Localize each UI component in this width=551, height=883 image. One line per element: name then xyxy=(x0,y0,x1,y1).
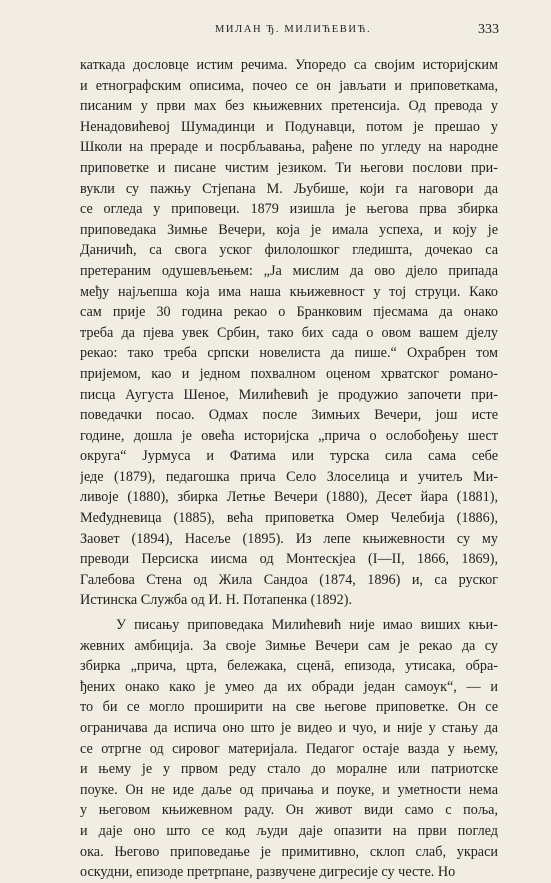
text-line: ливоје (1880), збирка Летње Вечери (1880), Десет йара (1881), xyxy=(80,489,498,506)
text-line: округа“ Јурмуса и Фатима или турска сила сама себе xyxy=(80,448,498,465)
text-line: међу најљепша која има наша књижевност у тој струци. Како xyxy=(80,283,498,300)
text-line: пријемом, као и једном похвалном оценом хрватског романо- xyxy=(80,365,498,382)
text-line: поуке. Он не иде даље од причања и поуке, и уметности нема xyxy=(80,781,498,798)
text-line: каткада дословце истим речима. Упоредо са својим историјским xyxy=(80,57,498,73)
text-line: ограничава да испича оно што је видео и чуо, и није у стању да xyxy=(80,720,498,736)
text-line: збирка „прича, црта, бележака, сценā, епизода, утисака, обра- xyxy=(80,658,498,675)
text-line: Međудневица (1885), већа приповетка Омер Челебија (1886), xyxy=(80,510,498,527)
text-line: треба да пјева увек Србин, тако бих сада о овом вашем дјелу xyxy=(80,324,498,341)
text-line: у његовом књижевном раду. Он живот види само с поља, xyxy=(80,802,498,819)
text-line: жевних амбиција. За своје Зимње Вечери сам је рекао да су xyxy=(80,637,498,654)
text-line: ока. Његово приповедање је примитивно, склоп слаб, украси xyxy=(80,843,498,860)
text-line: Ненадовићевој Шумадинци и Подунавци, потом је прешао у xyxy=(80,118,498,135)
text-line: то би се могло проширити на све његове приповетке. Он се xyxy=(80,699,498,716)
text-line: Галебова Стена од Жила Сандоа (1874, 1896) и, са руског xyxy=(80,571,498,588)
text-line: ђених онако како је умео да их обради један самоук“, — и xyxy=(80,678,498,695)
text-line: вукли су пажњу Стјепана М. Љубише, који га наговори да xyxy=(80,180,498,197)
text-line: приповедака Зимње Вечери, која је имала успеха, и коју је xyxy=(80,221,498,238)
text-line: сам прије 30 година рекао о Бранковим пјесмама да онако xyxy=(80,304,498,321)
text-line: приповетке и писане чистим језиком. Ти његови послови при- xyxy=(80,159,498,176)
text-line: Школи на прераде и посрбљавања, рађене по угледу на народне xyxy=(80,139,498,156)
paragraph xyxy=(80,55,498,611)
text-line: и њему је у првом реду стало до моралне или патриотске xyxy=(80,761,498,778)
text-line: Даничић, са свога уског филолошког гледишта, дочекао са xyxy=(80,242,498,259)
text-line: оскудни, епизоде претрпане, развучене дигресије су честе. Но xyxy=(80,864,456,881)
text-line: Заовет (1894), Насеље (1895). Из лепе књижевности су му xyxy=(80,530,498,547)
text-line: се отргне од сировог материјала. Педагог остаје вазда у њему, xyxy=(80,740,498,757)
text-line: преводи Персиска иисма од Монтескјеа (I—II, 1866, 1869), xyxy=(80,551,498,568)
text-line: и етнографским описима, почео се он јављати и приповеткама, xyxy=(80,77,498,94)
text-line: Истинска Служба од И. Н. Потапенка (1892). xyxy=(80,592,353,609)
body-text xyxy=(80,55,498,883)
text-line: рекао: тако треба српски новелиста да пише.“ Охрабрен том xyxy=(80,345,498,362)
text-line: и даје оно што се код људи даје опазити на први поглед xyxy=(80,822,498,839)
text-line: писца Аугуста Шеное, Милићевић је продужио започети при- xyxy=(80,386,498,403)
running-head: МИЛАН Ђ. МИЛИЋЕВИЋ. xyxy=(215,24,372,35)
text-line: У писању приповедака Милићевић није имао виших књи- xyxy=(116,617,498,634)
text-line: претераним одушевљењем: „Ја мислим да ово дјело припада xyxy=(80,262,498,279)
text-line: се огледа у приповеци. 1879 изишла је његова прва збирка xyxy=(80,201,498,218)
text-line: једе (1879), педагошка прича Село Злоселица и учитељ Ми- xyxy=(80,468,498,485)
page-number: 333 xyxy=(478,22,499,37)
page-header xyxy=(0,22,551,42)
text-line: писаним у први мах без књижевних претенсија. Од превода у xyxy=(80,98,498,115)
paragraph xyxy=(80,615,498,883)
text-line: године, дошла је овећа историјска „прича о ослобођењу шест xyxy=(80,427,498,444)
text-line: поведачки посао. Одмах после Зимњих Вечери, још исте xyxy=(80,407,498,424)
